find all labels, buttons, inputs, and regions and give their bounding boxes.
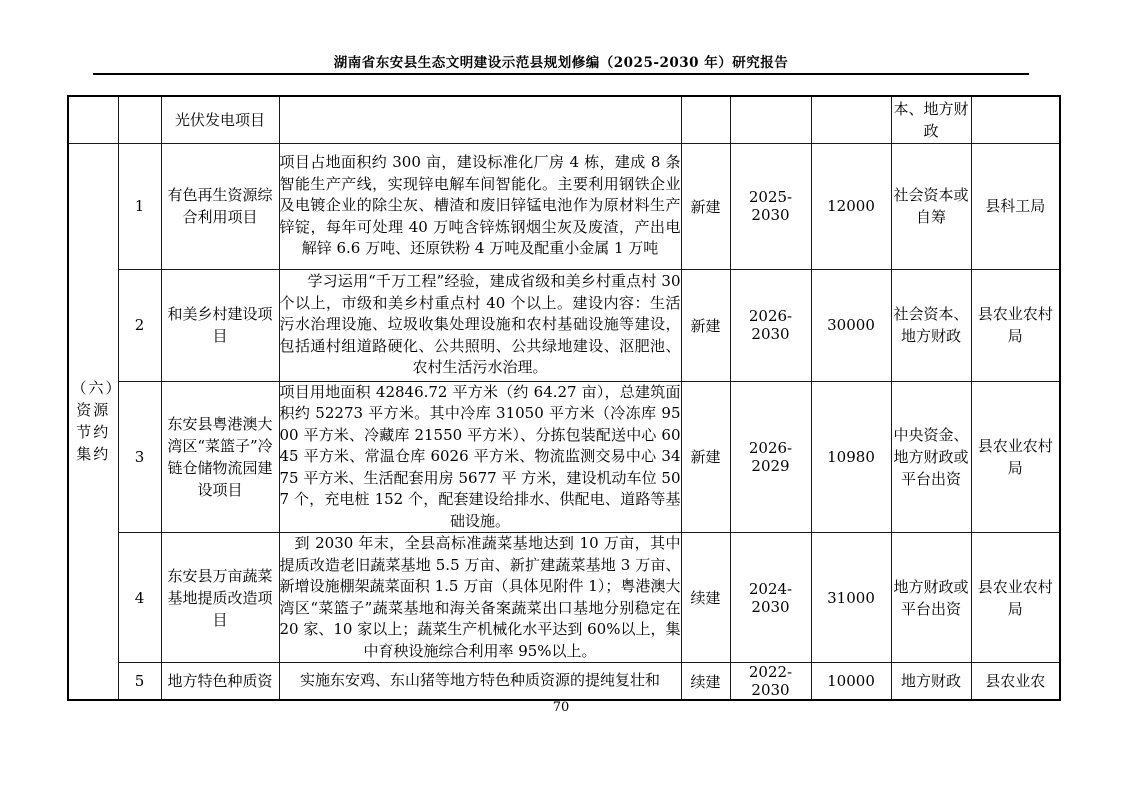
investment-amount: 30000 <box>811 269 891 381</box>
project-years: 2022-2030 <box>730 663 811 701</box>
header-divider <box>93 73 1029 75</box>
table-row <box>68 269 1060 381</box>
project-years: 2026-2030 <box>730 269 811 381</box>
project-name: 东安县万亩蔬菜基地提质改造项目 <box>161 533 279 663</box>
project-name: 光伏发电项目 <box>161 96 279 143</box>
project-table <box>67 95 1061 701</box>
row-number: 2 <box>118 269 161 381</box>
project-description-text: 项目占地面积约 300 亩，建设标准化厂房 4 栋，建成 8 条智能生产产线，实现锌电解车间智能化。主要利用钢铁企业及电镀企业的除尘灰、槽渣和废旧锌锰电池作为原材料生产锌锭，每年可处理 40 万吨含锌炼钢烟尘灰及废渣，产出电解锌 6.6 万吨、还原铁粉 4 万吨及配重小金属 1 万吨 <box>279 153 681 258</box>
row-number <box>118 96 161 143</box>
responsible-dept: 县科工局 <box>971 143 1060 269</box>
build-type: 续建 <box>681 533 730 663</box>
project-description-text: 到 2030 年末，全县高标准蔬菜基地达到 10 万亩，其中提质改造老旧蔬菜基地 5.5 万亩、新扩建蔬菜基地 3 万亩、新增设施棚架蔬菜面积 1.5 万亩（具体见附件 1）；粤港澳大湾区“菜篮子”蔬菜基地和海关备案蔬菜出口基地分别稳定在 20 家、10 家以上；蔬菜生产机械化水平达到 60%以上，集中育秧设施综合利用率 95%以上。 <box>279 534 681 660</box>
project-description <box>279 143 681 269</box>
funding-source: 地方财政 <box>891 663 971 701</box>
responsible-dept: 县农业农村局 <box>971 269 1060 381</box>
project-description <box>279 663 681 701</box>
table-row <box>68 96 1060 143</box>
project-description <box>279 533 681 663</box>
category-cell-empty <box>68 96 118 143</box>
responsible-dept: 县农业农村局 <box>971 381 1060 533</box>
funding-source: 社会资本或自筹 <box>891 143 971 269</box>
page-header-title: 湖南省东安县生态文明建设示范县规划修编（2025-2030 年）研究报告 <box>333 55 789 71</box>
project-name: 地方特色种质资 <box>161 663 279 701</box>
project-years: 2024-2030 <box>730 533 811 663</box>
project-name: 东安县粤港澳大湾区“菜篮子”冷链仓储物流园建设项目 <box>161 381 279 533</box>
project-name: 和美乡村建设项目 <box>161 269 279 381</box>
page-number: 70 <box>552 700 570 715</box>
build-type: 新建 <box>681 269 730 381</box>
build-type: 续建 <box>681 663 730 701</box>
build-type: 新建 <box>681 381 730 533</box>
table-row <box>68 533 1060 663</box>
row-number: 5 <box>118 663 161 701</box>
row-number: 3 <box>118 381 161 533</box>
build-type: 新建 <box>681 143 730 269</box>
investment-amount: 12000 <box>811 143 891 269</box>
investment-amount <box>811 96 891 143</box>
project-years: 2026-2029 <box>730 381 811 533</box>
funding-source: 地方财政或平台出资 <box>891 533 971 663</box>
row-number: 1 <box>118 143 161 269</box>
project-description-text: 实施东安鸡、东山猪等地方特色种质资源的提纯复壮和 <box>299 671 660 690</box>
build-type <box>681 96 730 143</box>
project-description <box>279 381 681 533</box>
project-description-text: 项目用地面积 42846.72 平方米（约 64.27 亩），总建筑面积约 52273 平方米。其中冷库 31050 平方米（冷冻库 9500 平方米、冷藏库 21550 平方米）、分拣包装配送中心 6045 平方米、常温仓库 6026 平方米、物流监测交易中心 3475 平方米、生活配套用房 5677 平 方米，建设机动车位 507 个，充电桩 152 个，配套建设给排水、供配电、道路等基础设施。 <box>279 382 681 530</box>
responsible-dept <box>971 96 1060 143</box>
responsible-dept: 县农业农村局 <box>971 533 1060 663</box>
project-description-text: 学习运用“千万工程”经验，建成省级和美乡村重点村 30 个以上，市级和美乡村重点村 40 个以上。建设内容：生活污水治理设施、垃圾收集处理设施和农村基础设施等建设，包括通村组道路硬化、公共照明、公共绿地建设、沤肥池、农村生活污水治理。 <box>279 272 681 377</box>
project-description <box>279 269 681 381</box>
investment-amount: 10980 <box>811 381 891 533</box>
funding-source: 中央资金、地方财政或平台出资 <box>891 381 971 533</box>
project-name: 有色再生资源综合利用项目 <box>161 143 279 269</box>
investment-amount: 10000 <box>811 663 891 701</box>
table-row <box>68 143 1060 269</box>
table-row <box>68 663 1060 701</box>
project-description <box>279 96 681 143</box>
project-years <box>730 96 811 143</box>
funding-source: 社会资本、地方财政 <box>891 269 971 381</box>
funding-source: 本、地方财政 <box>891 96 971 143</box>
table-row <box>68 381 1060 533</box>
project-years: 2025-2030 <box>730 143 811 269</box>
row-number: 4 <box>118 533 161 663</box>
category-cell: （六）资源节约集约 <box>68 143 118 700</box>
responsible-dept: 县农业农 <box>971 663 1060 701</box>
investment-amount: 31000 <box>811 533 891 663</box>
